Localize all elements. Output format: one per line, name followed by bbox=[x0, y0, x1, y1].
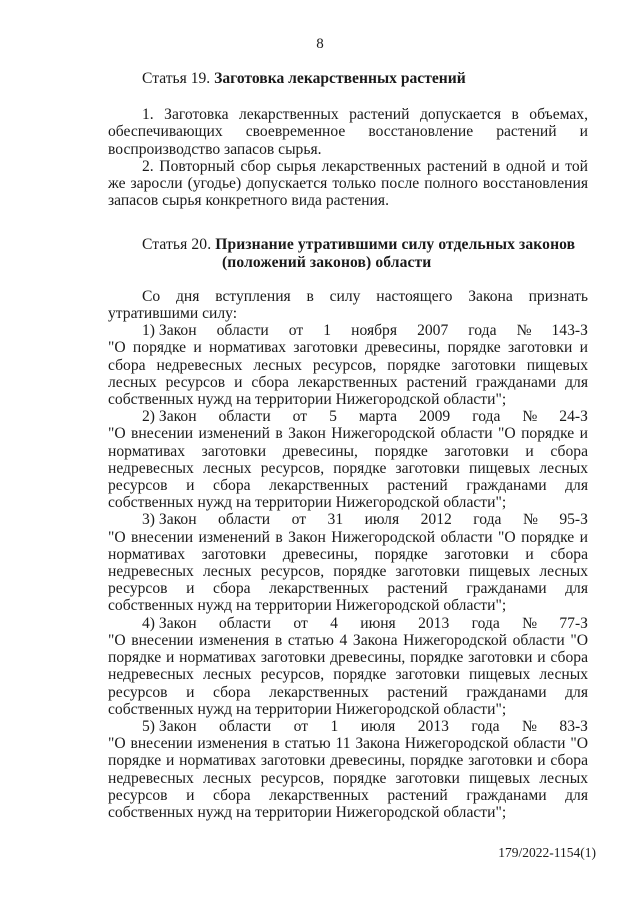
law-head-word: № bbox=[516, 322, 532, 340]
law-head-word: области bbox=[218, 614, 272, 632]
law-head-word: 2013 bbox=[417, 717, 449, 735]
law-item-body: "О внесении изменения в статью 11 Закона Нижегородской области "О порядке и нормативах заготовки древесины, порядке заготовки и сбора недревесных лесных ресурсов, порядке заготовки пищевых лесных ресурсов и сбора лекарственных растений гражданами для собственных нужд на территории Нижегородской области"; bbox=[108, 735, 588, 821]
law-head-word: июля bbox=[360, 717, 396, 735]
law-head-word: 4) Закон bbox=[142, 614, 197, 632]
law-head-word: № bbox=[522, 511, 538, 529]
law-list bbox=[108, 322, 588, 821]
law-item bbox=[108, 718, 588, 821]
article-20-title-line1: Признание утратившими силу отдельных законов bbox=[215, 236, 576, 254]
law-item-head bbox=[108, 718, 588, 735]
law-head-word: 2009 bbox=[419, 408, 451, 426]
law-item bbox=[108, 322, 588, 408]
article-19-paragraph-2: 2. Повторный сбор сырья лекарственных растений в одной и той же заросли (угодье) допускается только после полного восстановления запасов сырья конкретного вида растения. bbox=[108, 157, 588, 210]
law-head-word: от bbox=[293, 717, 309, 735]
law-item bbox=[108, 408, 588, 511]
law-head-word: № bbox=[522, 717, 537, 735]
law-item-body: "О внесении изменения в статью 4 Закона Нижегородской области "О порядке и нормативах заготовки древесины, порядке заготовки и сбора недревесных лесных ресурсов, порядке заготовки пищевых лесных ресурсов и сбора лекарственных растений гражданами для собственных нужд на территории Нижегородской области"; bbox=[108, 631, 588, 718]
law-head-word: года bbox=[473, 511, 502, 529]
law-head-word: июня bbox=[360, 614, 396, 632]
law-head-word: 143-З bbox=[551, 322, 588, 340]
law-head-word: 5) Закон bbox=[142, 717, 197, 735]
article-20-intro: Со дня вступления в силу настоящего Закона признать утратившими силу: bbox=[108, 287, 588, 323]
law-item-body: "О порядке и нормативах заготовки древесины, порядке заготовки и сбора недревесных лесных ресурсов, порядке заготовки пищевых лесных ресурсов и сбора лекарственных растений гражданами для собственных нужд на территории Нижегородской области"; bbox=[108, 339, 588, 409]
article-20-prefix: Статья 20. bbox=[142, 236, 212, 254]
law-head-word: области bbox=[216, 322, 269, 340]
law-head-word: от bbox=[293, 614, 308, 632]
law-head-word: 24-З bbox=[559, 408, 588, 426]
law-item-head bbox=[108, 408, 588, 425]
law-head-word: от bbox=[288, 322, 304, 340]
law-head-word: 83-З bbox=[559, 717, 588, 735]
law-head-word: 2007 bbox=[417, 322, 449, 340]
law-head-word: года bbox=[468, 322, 497, 340]
law-head-word: 1) Закон bbox=[142, 322, 197, 340]
law-head-word: 2) Закон bbox=[142, 408, 197, 426]
law-head-word: 1 bbox=[323, 322, 332, 340]
law-head-word: 2012 bbox=[420, 511, 452, 529]
law-item-head bbox=[108, 322, 588, 339]
article-19-title: Заготовка лекарственных растений bbox=[214, 70, 466, 87]
law-head-word: ноября bbox=[351, 322, 398, 340]
law-head-word: года bbox=[472, 408, 501, 426]
law-head-word: 3) Закон bbox=[142, 511, 197, 529]
law-head-word: июля bbox=[364, 511, 400, 529]
law-head-word: 31 bbox=[327, 511, 344, 529]
article-20-heading bbox=[108, 236, 588, 270]
document-code: 179/2022-1154(1) bbox=[498, 845, 596, 860]
law-item-body: "О внесении изменений в Закон Нижегородской области "О порядке и нормативах заготовки древесины, порядке заготовки и сбора недревесных лесных ресурсов, порядке заготовки пищевых лесных ресурсов и сбора лекарственных растений гражданами для собственных нужд на территории Нижегородской области"; bbox=[108, 528, 588, 615]
article-19-paragraph-1: 1. Заготовка лекарственных растений допускается в объемах, обеспечивающих своевременное восстановление растений и воспроизводство запасов сырья. bbox=[108, 106, 588, 158]
law-head-word: № bbox=[522, 408, 538, 426]
law-head-word: от bbox=[292, 408, 308, 426]
law-item bbox=[108, 615, 588, 718]
law-head-word: года bbox=[471, 614, 500, 632]
article-19-prefix: Статья 19. bbox=[142, 70, 211, 87]
law-item-head bbox=[108, 511, 588, 528]
page-number: 8 bbox=[316, 36, 324, 52]
law-head-word: от bbox=[291, 511, 307, 529]
law-head-word: № bbox=[522, 614, 538, 632]
law-item bbox=[108, 511, 588, 614]
law-head-word: марта bbox=[358, 408, 398, 426]
article-19-heading bbox=[108, 70, 588, 87]
law-head-word: 77-З bbox=[559, 614, 588, 632]
law-head-word: 95-З bbox=[559, 511, 588, 529]
law-head-word: области bbox=[218, 511, 271, 529]
law-head-word: 5 bbox=[329, 408, 337, 426]
law-head-word: области bbox=[219, 717, 272, 735]
law-head-word: 2013 bbox=[418, 614, 450, 632]
document-body bbox=[108, 70, 588, 821]
law-head-word: области bbox=[218, 408, 271, 426]
law-head-word: года bbox=[471, 717, 500, 735]
law-item-head bbox=[108, 615, 588, 632]
law-head-word: 1 bbox=[330, 717, 339, 735]
law-item-body: "О внесении изменений в Закон Нижегородской области "О порядке и нормативах заготовки древесины, порядке заготовки и сбора недревесных лесных ресурсов, порядке заготовки пищевых лесных ресурсов и сбора лекарственных растений гражданами для собственных нужд на территории Нижегородской области"; bbox=[108, 425, 588, 512]
article-20-title-line2: (положений законов) области bbox=[222, 253, 432, 271]
law-head-word: 4 bbox=[330, 614, 338, 632]
